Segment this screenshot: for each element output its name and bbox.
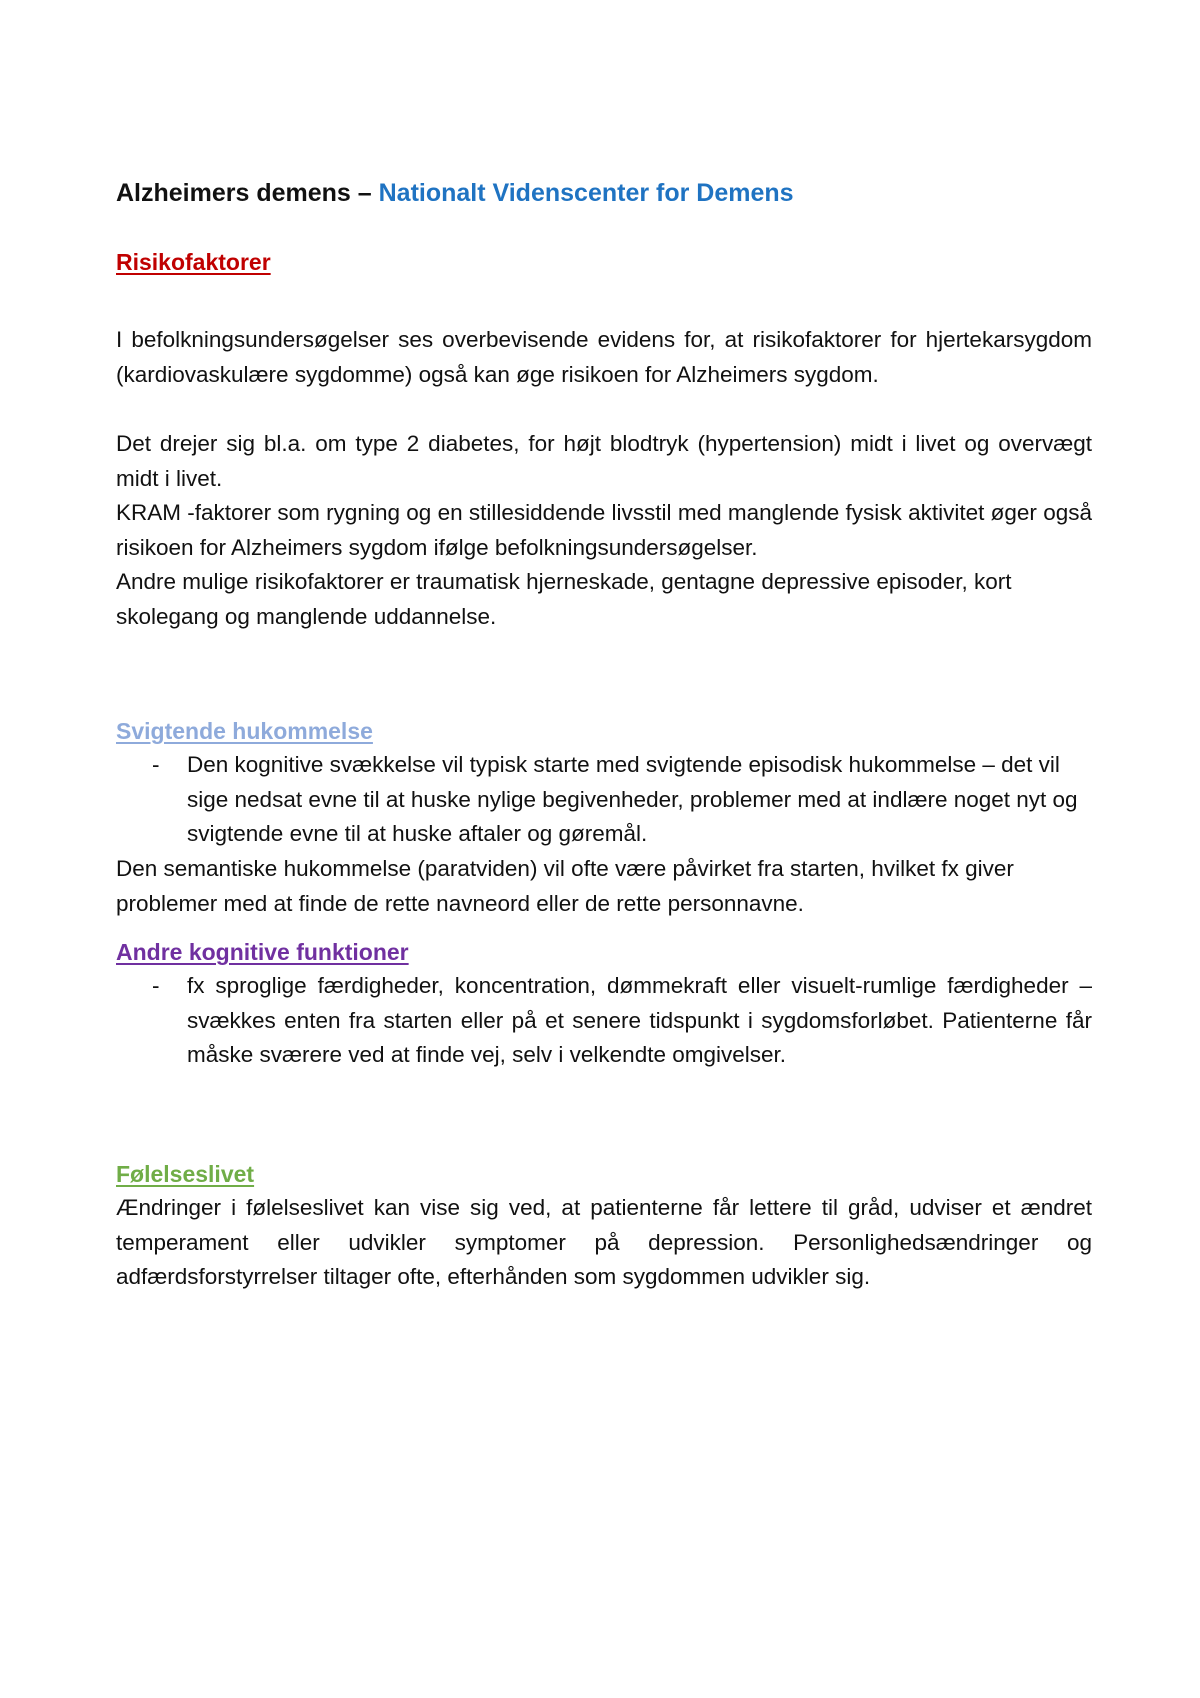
risiko-paragraph-2: Det drejer sig bl.a. om type 2 diabetes, for højt blodtryk (hypertension) midt i livet og overvægt midt i livet. [116,431,1092,491]
bullet-dash: - [152,973,160,998]
heading-risikofaktorer: Risikofaktorer [116,249,271,275]
title-main: Alzheimers demens – [116,179,379,207]
heading-andre-kognitive-funktioner: Andre kognitive funktioner [116,939,409,965]
hukommelse-bullet-text: Den kognitive svækkelse vil typisk starte med svigtende episodisk hukommelse – det vil sige nedsat evne til at huske nylige begivenheder, problemer med at indlære noget nyt og svigtende evne til at huske aftaler og gøremål. [187,752,1078,847]
risiko-paragraph-1: I befolkningsundersøgelser ses overbevisende evidens for, at risikofaktorer for hjertekarsygdom (kardiovaskulære sygdomme) også kan øge risikoen for Alzheimers sygdom. [116,327,1092,387]
bullet-dash: - [152,752,160,777]
page-title [116,176,794,210]
kognitive-bullet [116,969,1092,1073]
heading-foelelseslivet: Følelseslivet [116,1161,255,1187]
risiko-paragraph-4: Andre mulige risikofaktorer er traumatisk hjerneskade, gentagne depressive episoder, kort skolegang og manglende uddannelse. [116,569,1012,629]
foelelse-paragraph: Ændringer i følelseslivet kan vise sig ved, at patienterne får lettere til gråd, udviser et ændret temperament eller udvikler symptomer på depression. Personlighedsændringer og adfærdsforstyrrelser tiltager ofte, efterhånden som sygdommen udvikler sig. [116,1195,1092,1290]
hukommelse-paragraph: Den semantiske hukommelse (paratviden) vil ofte være påvirket fra starten, hvilket fx giver problemer med at finde de rette navneord eller de rette personnavne. [116,856,1014,916]
hukommelse-bullet [116,748,1092,852]
heading-svigtende-hukommelse: Svigtende hukommelse [116,718,373,744]
kognitive-bullet-text: fx sproglige færdigheder, koncentration, dømmekraft eller visuelt-rumlige færdigheder – svækkes enten fra starten eller på et senere tidspunkt i sygdomsforløbet. Patienterne får måske sværere ved at finde vej, selv i velkendte omgivelser. [187,973,1092,1068]
title-source: Nationalt Videnscenter for Demens [378,179,794,207]
risiko-paragraph-3: KRAM -faktorer som rygning og en stillesiddende livsstil med manglende fysisk aktivitet øger også risikoen for Alzheimers sygdom ifølge befolkningsundersøgelser. [116,500,1092,560]
